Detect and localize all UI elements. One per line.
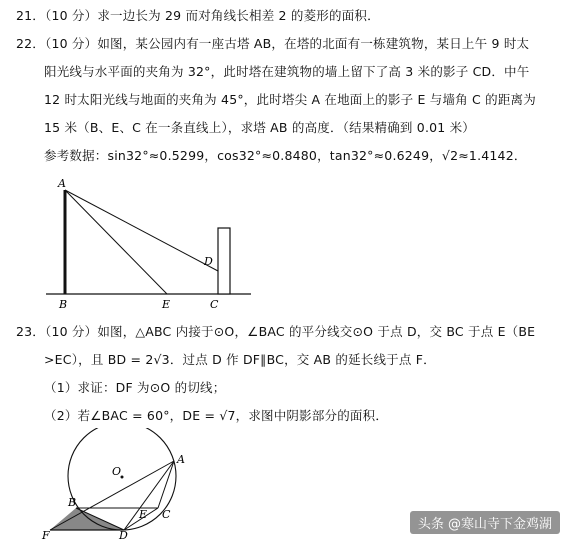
question-23-line-2: >EC），且 BD = 2√3．过点 D 作 DF∥BC，交 AB 的延长线于点 F． <box>44 352 436 367</box>
tower-shadow-diagram <box>36 176 266 311</box>
label-c: C <box>210 298 219 311</box>
watermark: 头条 @寒山寺下金鸡湖 <box>410 511 560 534</box>
label-f: F <box>42 529 50 540</box>
label-c2: C <box>162 508 171 521</box>
question-23-line-1: 23．（10 分）如图，△ABC 内接于⊙O，∠BAC 的平分线交⊙O 于点 D，交 BC 于点 E（BE <box>16 324 536 339</box>
circle-diagram <box>38 428 188 540</box>
label-d2: D <box>119 529 128 540</box>
question-22-line-4: 15 米（B、E、C 在一条直线上），求塔 AB 的高度．（结果精确到 0.01 米） <box>44 120 476 135</box>
label-b2: B <box>68 496 77 509</box>
circle-o <box>68 428 176 530</box>
label-b: B <box>59 298 68 311</box>
question-22-line-3: 12 时太阳光线与地面的夹角为 45°，此时塔尖 A 在地面上的影子 E 与墙角 C 的距离为 <box>44 92 536 107</box>
label-e: E <box>162 298 171 311</box>
label-a: A <box>58 177 66 190</box>
question-22-line-2: 阳光线与水平面的夹角为 32°，此时塔在建筑物的墙上留下了高 3 米的影子 CD．中午 <box>44 64 530 79</box>
label-o: O <box>112 465 122 478</box>
question-21: 21．（10 分）求一边长为 29 而对角线长相差 2 的菱形的面积． <box>16 8 380 23</box>
label-a2: A <box>177 453 185 466</box>
question-22-reference-data: 参考数据：sin32°≈0.5299，cos32°≈0.8480，tan32°≈0.6249，√2≈1.4142． <box>44 148 527 163</box>
question-23-part-2: （2）若∠BAC = 60°，DE = √7，求图中阴影部分的面积． <box>44 408 389 423</box>
question-22-line-1: 22．（10 分）如图，某公园内有一座古塔 AB，在塔的北面有一栋建筑物，某日上午 9 时太 <box>16 36 530 51</box>
building-wall <box>218 228 230 294</box>
question-23-part-1: （1）求证：DF 为⊙O 的切线； <box>44 380 226 395</box>
label-d: D <box>204 255 213 268</box>
label-e2: E <box>139 508 148 521</box>
sun-ray-morning <box>65 190 218 271</box>
shaded-region <box>50 508 124 530</box>
sun-ray-noon <box>65 190 167 294</box>
